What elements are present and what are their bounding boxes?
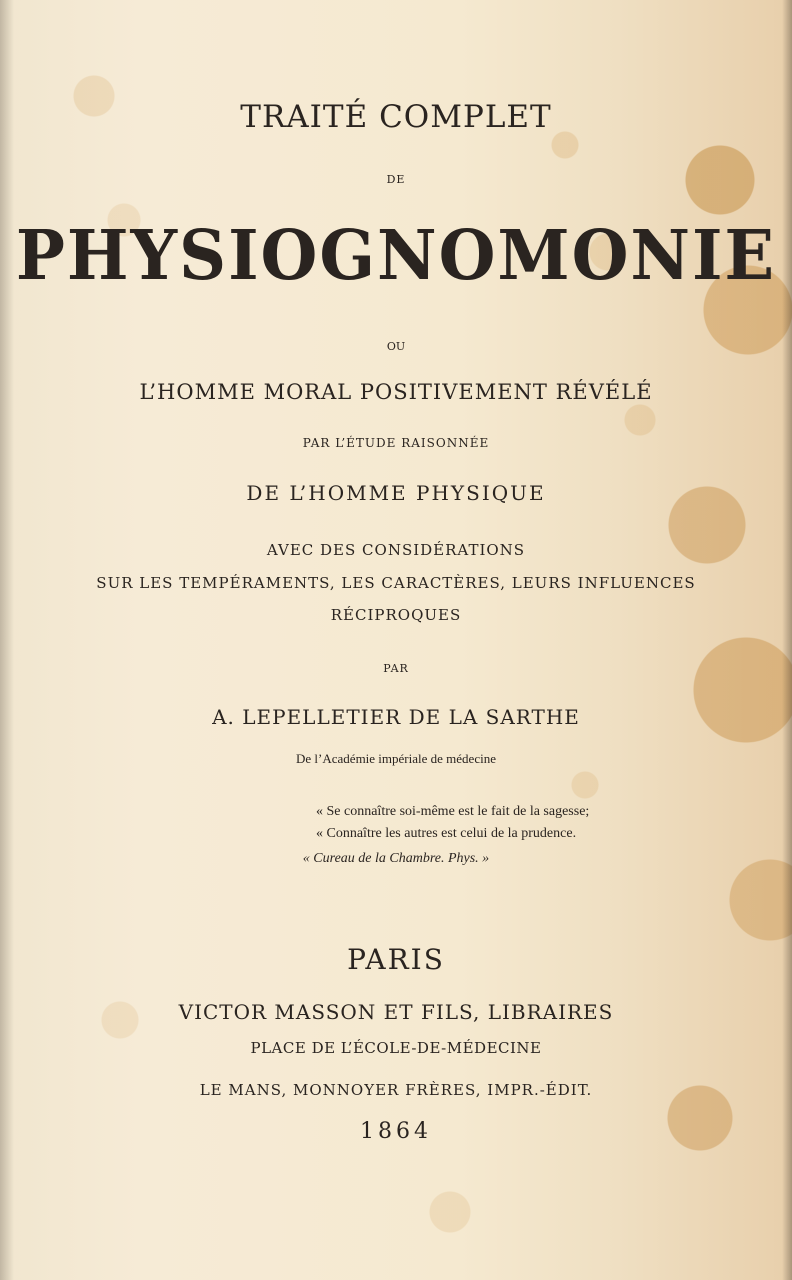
author-name: A. LEPELLETIER DE LA SARTHE	[212, 705, 580, 729]
author-connector-par: PAR	[383, 662, 409, 675]
publication-year: 1864	[360, 1119, 432, 1144]
considerations-line-3: RÉCIPROQUES	[330, 606, 462, 624]
physique-line: DE L’HOMME PHYSIQUE	[246, 481, 546, 505]
publication-city: PARIS	[347, 943, 445, 976]
top-title: TRAITÉ COMPLET	[240, 99, 552, 135]
quote-source: « Cureau de la Chambre. Phys. »	[302, 851, 490, 866]
study-line: PAR L’ÉTUDE RAISONNÉE	[302, 436, 490, 450]
main-title: PHYSIOGNOMONIE	[15, 216, 777, 296]
subtitle: L’HOMME MORAL POSITIVEMENT RÉVÉLÉ	[139, 380, 653, 404]
publisher-name: VICTOR MASSON ET FILS, LIBRAIRES	[178, 1000, 614, 1024]
printer-line: LE MANS, MONNOYER FRÈRES, IMPR.-ÉDIT.	[199, 1081, 593, 1099]
considerations-line-1: AVEC DES CONSIDÉRATIONS	[266, 541, 526, 559]
quote-line-1: « Se connaître soi-même est le fait de la sagesse;	[316, 804, 590, 819]
author-affiliation: De l’Académie impériale de médecine	[296, 751, 496, 766]
title-connector-de: DE	[386, 173, 406, 186]
quote-line-2: « Connaître les autres est celui de la prudence.	[316, 826, 577, 841]
considerations-line-2: SUR LES TEMPÉRAMENTS, LES CARACTÈRES, LEURS INFLUENCES	[96, 574, 696, 592]
title-connector-ou: OU	[386, 340, 406, 353]
publisher-address: PLACE DE L’ÉCOLE-DE-MÉDECINE	[250, 1039, 542, 1057]
